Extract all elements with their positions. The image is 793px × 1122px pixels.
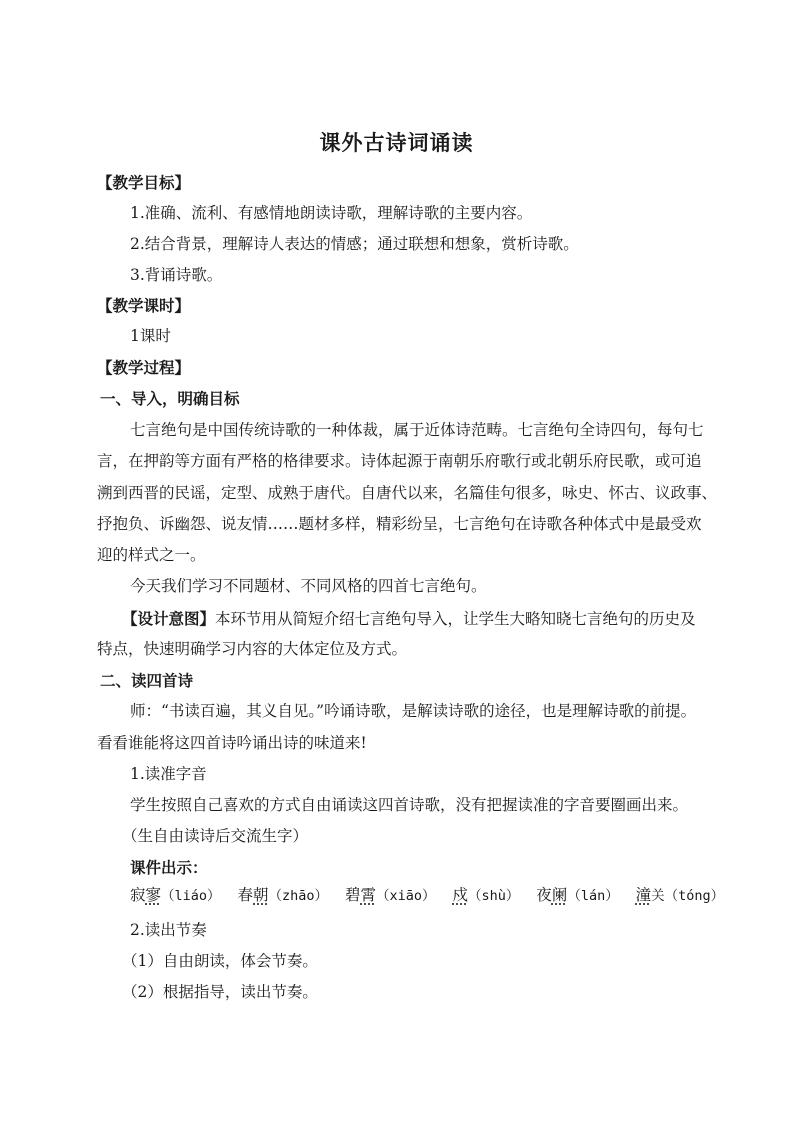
design-intent-text: 本环节用从简短介绍七言绝句导入，让学生大略知晓七言绝句的历史及	[215, 610, 696, 628]
intro-paragraph-line: 言，在押韵等方面有严格的格律要求。诗体起源于南朝乐府歌行或北朝乐府民歌，或可追	[97, 452, 702, 470]
step2-heading: 2.读出节奏	[130, 921, 207, 939]
step1-heading: 1.读准字音	[130, 765, 207, 783]
objective-item: 3.背诵诗歌。	[130, 266, 223, 284]
step2-item: （1）自由朗读，体会节奏。	[122, 952, 318, 970]
intro-paragraph-line: 溯到西晋的民谣，定型、成熟于唐代。自唐代以来，名篇佳句很多，咏史、怀古、议政事、	[97, 484, 718, 502]
pinyin-item: 潼关（tóng）	[635, 886, 725, 904]
part1-heading: 一、导入，明确目标	[100, 389, 240, 408]
pinyin-item: 戍（shù）	[452, 886, 520, 904]
courseware-label: 课件出示：	[130, 858, 208, 877]
objectives-heading: 【教学目标】	[97, 173, 191, 192]
hours-value: 1课时	[130, 327, 171, 345]
page-title: 课外古诗词诵读	[319, 130, 474, 155]
intro-paragraph-line: 迎的样式之一。	[97, 546, 206, 564]
step2-item: （2）根据指导，读出节奏。	[122, 983, 318, 1001]
intro-paragraph-line: 七言绝句是中国传统诗歌的一种体裁，属于近体诗范畴。七言绝句全诗四句，每句七	[130, 421, 704, 439]
intro-paragraph-2: 今天我们学习不同题材、不同风格的四首七言绝句。	[130, 577, 487, 595]
teacher-line: 看看谁能将这四首诗吟诵出诗的味道来!	[97, 734, 367, 752]
objective-item: 1.准确、流利、有感情地朗读诗歌，理解诗歌的主要内容。	[130, 204, 533, 222]
design-intent-line-2: 特点，快速明确学习内容的大体定位及方式。	[97, 640, 408, 658]
pinyin-item: 碧霄（xiāo）	[344, 886, 436, 904]
design-intent-line	[122, 611, 696, 628]
intro-paragraph-line: 抒抱负、诉幽怨、说友情……题材多样，精彩纷呈，七言绝句在诗歌各种体式中是最受欢	[97, 515, 702, 533]
pinyin-list	[130, 888, 736, 904]
pinyin-item: 春朝（zhāo）	[237, 886, 329, 904]
design-intent-label: 【设计意图】	[122, 609, 216, 628]
pinyin-item: 寂寥（liáo）	[130, 886, 221, 904]
step1-note: （生自由读诗后交流生字）	[122, 827, 309, 845]
pinyin-item: 夜阑（lán）	[536, 886, 619, 904]
hours-heading: 【教学课时】	[97, 296, 191, 315]
part2-heading: 二、读四首诗	[100, 671, 194, 690]
process-heading: 【教学过程】	[97, 358, 191, 377]
objective-item: 2.结合背景，理解诗人表达的情感；通过联想和想象，赏析诗歌。	[130, 235, 579, 253]
teacher-line: 师：“书读百遍，其义自见。”吟诵诗歌，是解读诗歌的途径，也是理解诗歌的前提。	[130, 702, 697, 720]
step1-description: 学生按照自己喜欢的方式自由诵读这四首诗歌，没有把握读准的字音要圈画出来。	[130, 796, 689, 814]
